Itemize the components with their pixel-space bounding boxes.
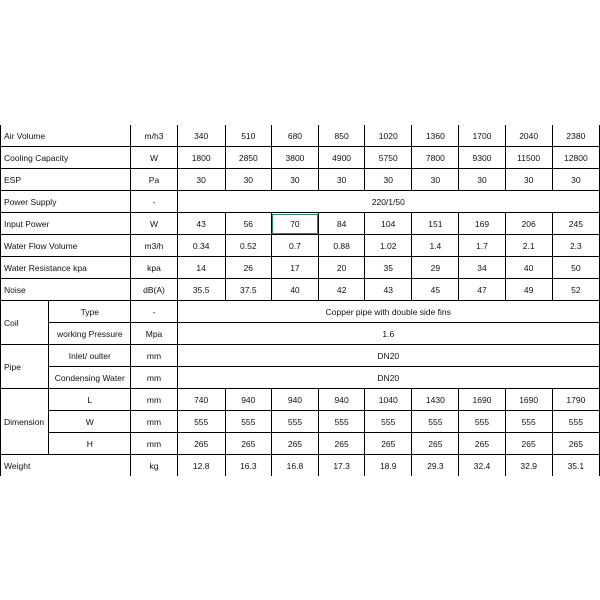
value-cell: 2040 (505, 125, 552, 147)
table-row (1, 147, 600, 169)
value-cell: 30 (177, 169, 225, 191)
value-cell: 206 (505, 213, 552, 235)
table-row (1, 279, 600, 301)
row-sublabel: H (49, 433, 131, 455)
merged-value-cell: Copper pipe with double side fins (177, 301, 599, 323)
value-cell: 265 (552, 433, 599, 455)
value-cell: 510 (225, 125, 271, 147)
value-cell: 1790 (552, 389, 599, 411)
value-cell: 40 (271, 279, 318, 301)
table-row (1, 191, 600, 213)
value-cell: 0.7 (271, 235, 318, 257)
value-cell: 740 (177, 389, 225, 411)
value-cell: 555 (412, 411, 459, 433)
row-label: Water Flow Volume (1, 235, 131, 257)
value-cell: 30 (319, 169, 365, 191)
unit-cell: Pa (131, 169, 177, 191)
value-cell: 30 (412, 169, 459, 191)
value-cell: 12.8 (177, 455, 225, 477)
row-label: Weight (1, 455, 131, 477)
value-cell: 850 (319, 125, 365, 147)
table-row (1, 389, 600, 411)
value-cell: 20 (319, 257, 365, 279)
unit-cell: - (131, 301, 177, 323)
group-label: Pipe (1, 345, 49, 389)
table-row (1, 345, 600, 367)
value-cell: 265 (365, 433, 412, 455)
table-row (1, 235, 600, 257)
merged-value-cell: DN20 (177, 345, 599, 367)
value-cell: 3800 (271, 147, 318, 169)
value-cell: 30 (271, 169, 318, 191)
value-cell: 7800 (412, 147, 459, 169)
value-cell: 30 (552, 169, 599, 191)
value-cell: 17.3 (319, 455, 365, 477)
value-cell: 265 (505, 433, 552, 455)
row-label: Input Power (1, 213, 131, 235)
merged-value-cell: DN20 (177, 367, 599, 389)
table-row (1, 455, 600, 477)
row-sublabel: Inlet/ oulter (49, 345, 131, 367)
value-cell: 30 (225, 169, 271, 191)
value-cell: 0.52 (225, 235, 271, 257)
value-cell: 37.5 (225, 279, 271, 301)
table-row (1, 213, 600, 235)
row-label: ESP (1, 169, 131, 191)
value-cell: 26 (225, 257, 271, 279)
value-cell: 0.88 (319, 235, 365, 257)
value-cell: 16.3 (225, 455, 271, 477)
value-cell: 52 (552, 279, 599, 301)
unit-cell: m/h3 (131, 125, 177, 147)
value-cell: 34 (459, 257, 505, 279)
value-cell: 245 (552, 213, 599, 235)
value-cell: 555 (552, 411, 599, 433)
value-cell: 30 (459, 169, 505, 191)
value-cell: 29 (412, 257, 459, 279)
unit-cell: mm (131, 433, 177, 455)
group-label: Coil (1, 301, 49, 345)
unit-cell: - (131, 191, 177, 213)
row-label: Air Volume (1, 125, 131, 147)
value-cell: 32.9 (505, 455, 552, 477)
unit-cell: mm (131, 411, 177, 433)
row-sublabel: working Pressure (49, 323, 131, 345)
value-cell: 555 (225, 411, 271, 433)
table-row (1, 433, 600, 455)
value-cell: 35.1 (552, 455, 599, 477)
value-cell: 555 (177, 411, 225, 433)
row-sublabel: Type (49, 301, 131, 323)
value-cell: 2.3 (552, 235, 599, 257)
value-cell: 1.7 (459, 235, 505, 257)
table-row (1, 367, 600, 389)
value-cell: 29.3 (412, 455, 459, 477)
value-cell: 265 (319, 433, 365, 455)
value-cell: 18.9 (365, 455, 412, 477)
unit-cell: dB(A) (131, 279, 177, 301)
value-cell: 940 (271, 389, 318, 411)
table-row (1, 301, 600, 323)
value-cell: 1430 (412, 389, 459, 411)
value-cell: 555 (365, 411, 412, 433)
value-cell: 265 (225, 433, 271, 455)
row-label: Cooling Capacity (1, 147, 131, 169)
unit-cell: W (131, 147, 177, 169)
value-cell: 680 (271, 125, 318, 147)
value-cell: 35 (365, 257, 412, 279)
value-cell: 1.02 (365, 235, 412, 257)
value-cell: 1.4 (412, 235, 459, 257)
value-cell: 43 (177, 213, 225, 235)
value-cell: 14 (177, 257, 225, 279)
value-cell: 56 (225, 213, 271, 235)
value-cell: 42 (319, 279, 365, 301)
value-cell: 265 (459, 433, 505, 455)
table-row (1, 257, 600, 279)
value-cell: 2850 (225, 147, 271, 169)
unit-cell: W (131, 213, 177, 235)
row-label: Power Supply (1, 191, 131, 213)
value-cell: 17 (271, 257, 318, 279)
unit-cell: mm (131, 345, 177, 367)
unit-cell: kg (131, 455, 177, 477)
value-cell: 11500 (505, 147, 552, 169)
table-row (1, 169, 600, 191)
value-cell: 16.8 (271, 455, 318, 477)
unit-cell: Mpa (131, 323, 177, 345)
value-cell: 45 (412, 279, 459, 301)
value-cell: 84 (319, 213, 365, 235)
value-cell: 1690 (459, 389, 505, 411)
value-cell: 555 (319, 411, 365, 433)
value-cell: 940 (225, 389, 271, 411)
value-cell: 1800 (177, 147, 225, 169)
value-cell: 555 (459, 411, 505, 433)
value-cell: 0.34 (177, 235, 225, 257)
unit-cell: mm (131, 367, 177, 389)
value-cell: 35.5 (177, 279, 225, 301)
merged-value-cell: 220/1/50 (177, 191, 599, 213)
value-cell: 40 (505, 257, 552, 279)
value-cell: 1360 (412, 125, 459, 147)
value-cell: 70 (271, 213, 318, 235)
row-sublabel: L (49, 389, 131, 411)
value-cell: 1020 (365, 125, 412, 147)
group-label: Dimension (1, 389, 49, 455)
row-label: Noise (1, 279, 131, 301)
value-cell: 104 (365, 213, 412, 235)
value-cell: 340 (177, 125, 225, 147)
value-cell: 9300 (459, 147, 505, 169)
value-cell: 49 (505, 279, 552, 301)
table-row (1, 323, 600, 345)
value-cell: 555 (505, 411, 552, 433)
value-cell: 30 (365, 169, 412, 191)
value-cell: 5750 (365, 147, 412, 169)
value-cell: 50 (552, 257, 599, 279)
value-cell: 43 (365, 279, 412, 301)
row-sublabel: Condensing Water (49, 367, 131, 389)
value-cell: 1040 (365, 389, 412, 411)
row-sublabel: W (49, 411, 131, 433)
unit-cell: m3/h (131, 235, 177, 257)
unit-cell: kpa (131, 257, 177, 279)
value-cell: 32.4 (459, 455, 505, 477)
merged-value-cell: 1.6 (177, 323, 599, 345)
value-cell: 265 (271, 433, 318, 455)
table-row (1, 125, 600, 147)
value-cell: 169 (459, 213, 505, 235)
unit-cell: mm (131, 389, 177, 411)
row-label: Water Resistance kpa (1, 257, 131, 279)
value-cell: 265 (177, 433, 225, 455)
value-cell: 12800 (552, 147, 599, 169)
value-cell: 2.1 (505, 235, 552, 257)
value-cell: 1690 (505, 389, 552, 411)
value-cell: 30 (505, 169, 552, 191)
value-cell: 555 (271, 411, 318, 433)
value-cell: 2380 (552, 125, 599, 147)
value-cell: 47 (459, 279, 505, 301)
value-cell: 151 (412, 213, 459, 235)
value-cell: 4900 (319, 147, 365, 169)
value-cell: 1700 (459, 125, 505, 147)
spec-table (0, 125, 600, 476)
value-cell: 265 (412, 433, 459, 455)
value-cell: 940 (319, 389, 365, 411)
table-row (1, 411, 600, 433)
